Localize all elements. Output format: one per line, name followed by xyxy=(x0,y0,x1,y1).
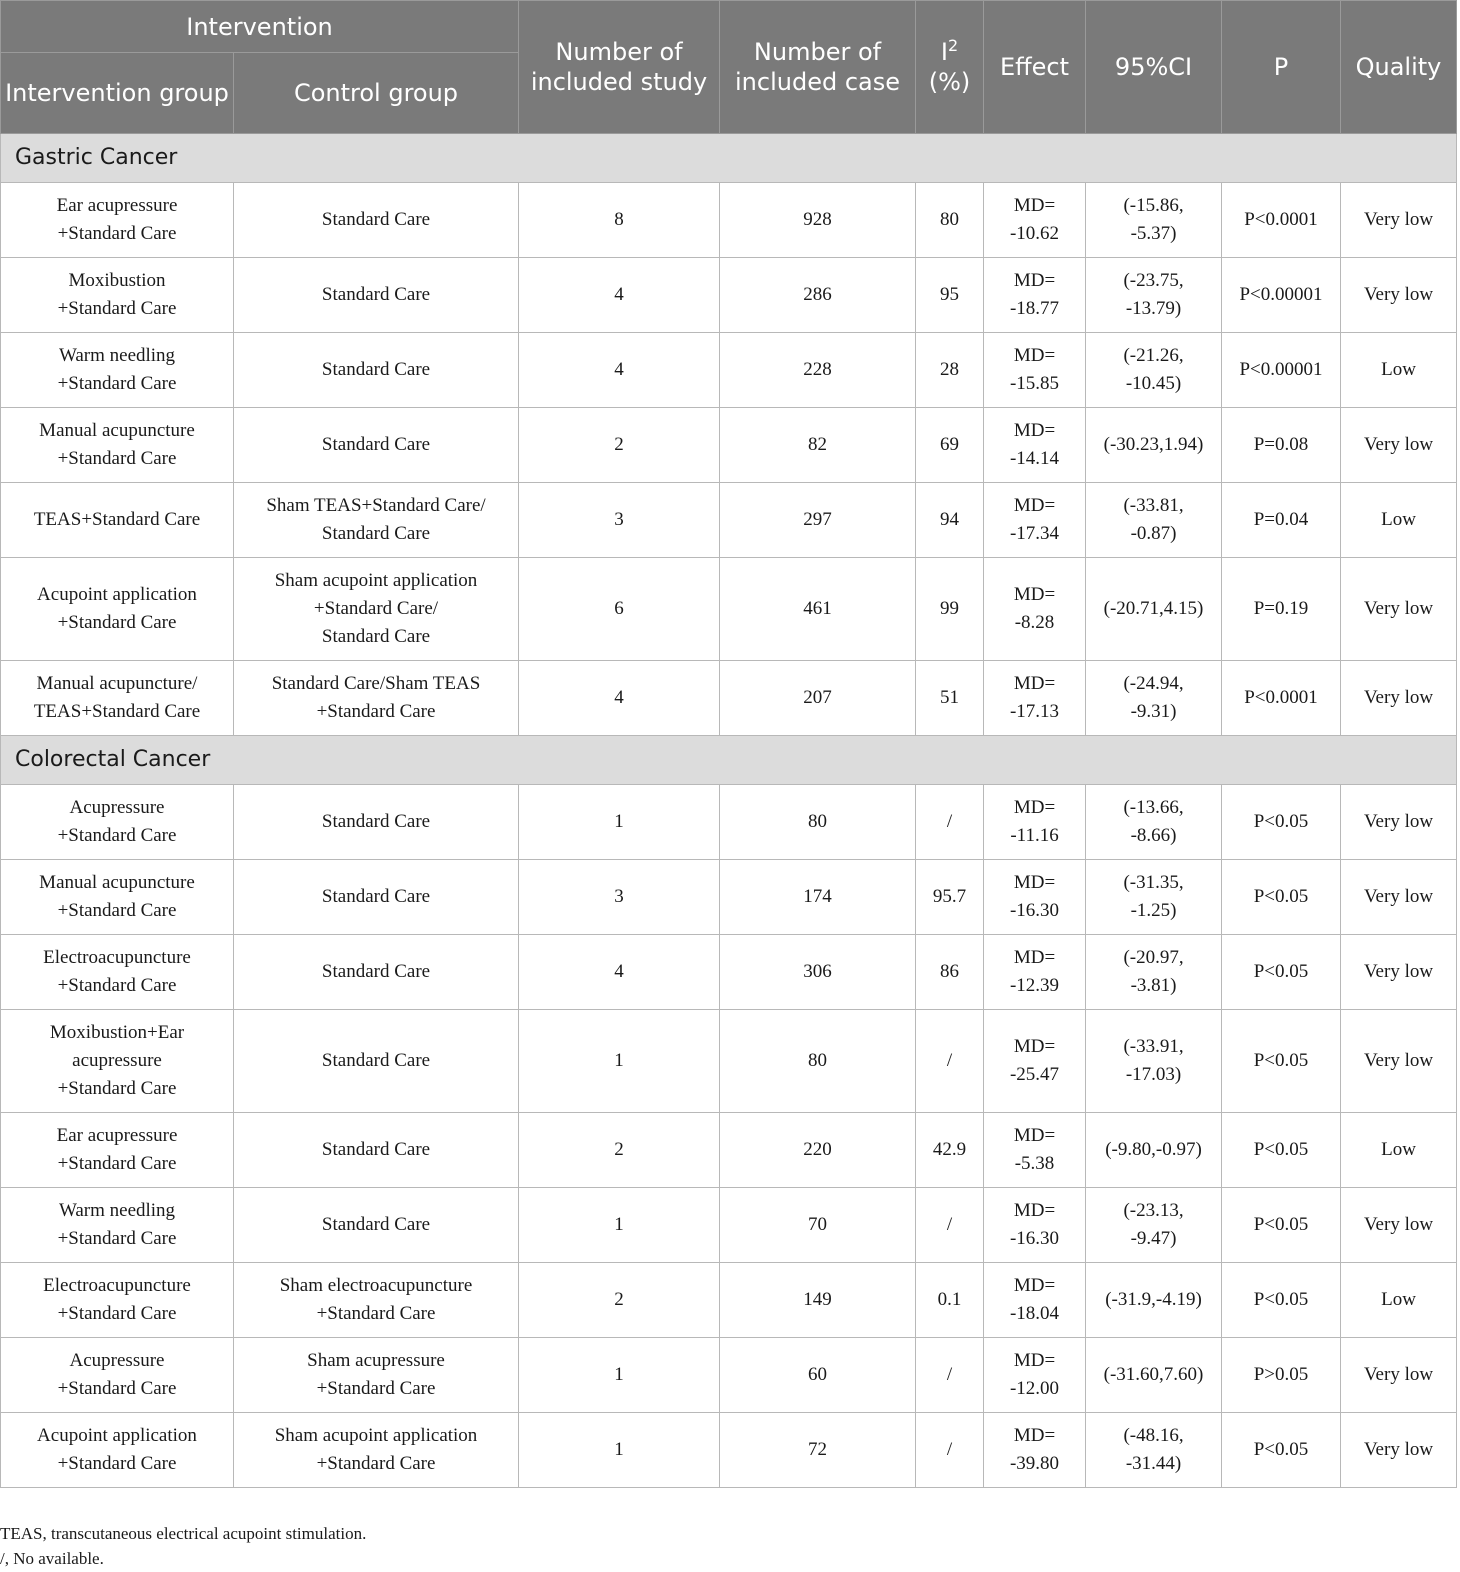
effect-cell-line: MD= xyxy=(1013,797,1056,818)
cases-cell: 286 xyxy=(720,258,916,333)
ci-cell-line: (-33.91, xyxy=(1123,1036,1184,1057)
control-group-cell-line: +Standard Care/ xyxy=(313,598,439,619)
table-row xyxy=(1,1113,1457,1188)
ci-cell xyxy=(1086,935,1222,1010)
effect-cell-line: -5.38 xyxy=(1014,1153,1055,1174)
ci-cell-line: (-21.26, xyxy=(1123,345,1184,366)
ci-cell-line: (-15.86, xyxy=(1123,195,1184,216)
control-group-cell-line: +Standard Care xyxy=(316,1378,436,1399)
control-group-cell xyxy=(234,1010,519,1113)
intervention-group-cell-line: Manual acupuncture xyxy=(39,420,195,441)
header-i2-base: I xyxy=(940,38,948,66)
control-group-cell xyxy=(234,483,519,558)
effect-cell-line: -39.80 xyxy=(1009,1453,1060,1474)
intervention-group-cell-line: TEAS+Standard Care xyxy=(33,701,201,722)
header-i2-sup: 2 xyxy=(947,36,959,55)
intervention-group-cell-line: +Standard Care xyxy=(57,975,177,996)
ci-cell-line: (-9.80,-0.97) xyxy=(1105,1139,1202,1160)
ci-cell-line: -31.44) xyxy=(1125,1453,1182,1474)
intervention-group-cell-line: +Standard Care xyxy=(57,298,177,319)
quality-cell: Very low xyxy=(1341,860,1457,935)
quality-cell: Low xyxy=(1341,1113,1457,1188)
intervention-group-cell-line: Electroacupuncture xyxy=(43,1275,191,1296)
intervention-group-cell-line: Acupressure xyxy=(69,797,165,818)
control-group-cell xyxy=(234,408,519,483)
effect-cell-line: MD= xyxy=(1013,345,1056,366)
header-effect: Effect xyxy=(984,1,1086,134)
effect-cell-line: -14.14 xyxy=(1009,448,1060,469)
i2-cell: 80 xyxy=(916,183,984,258)
header-i2-unit: (%) xyxy=(928,68,971,96)
ci-cell-line: -3.81) xyxy=(1130,975,1177,996)
cases-cell: 149 xyxy=(720,1263,916,1338)
ci-cell xyxy=(1086,860,1222,935)
header-cases: Number of included case xyxy=(720,1,916,134)
intervention-group-cell-line: Acupoint application xyxy=(37,1425,197,1446)
p-cell: P<0.05 xyxy=(1222,785,1341,860)
control-group-cell-line: Sham electroacupuncture xyxy=(279,1275,473,1296)
control-group-cell-line: Standard Care xyxy=(321,626,431,647)
table-row xyxy=(1,408,1457,483)
cases-cell: 60 xyxy=(720,1338,916,1413)
effect-cell xyxy=(984,785,1086,860)
footnote: /, No available. xyxy=(0,1549,104,1568)
p-cell: P=0.04 xyxy=(1222,483,1341,558)
intervention-group-cell-line: TEAS+Standard Care xyxy=(33,509,201,530)
p-cell: P<0.05 xyxy=(1222,935,1341,1010)
intervention-group-cell-line: Moxibustion+Ear xyxy=(49,1022,185,1043)
section-row xyxy=(1,736,1457,785)
ci-cell xyxy=(1086,1413,1222,1488)
intervention-group-cell xyxy=(1,483,234,558)
ci-cell xyxy=(1086,1263,1222,1338)
effect-cell xyxy=(984,1263,1086,1338)
cases-cell: 72 xyxy=(720,1413,916,1488)
i2-cell: / xyxy=(916,1338,984,1413)
intervention-group-cell xyxy=(1,860,234,935)
effect-cell xyxy=(984,1188,1086,1263)
control-group-cell-line: Standard Care xyxy=(321,523,431,544)
i2-cell: 0.1 xyxy=(916,1263,984,1338)
intervention-group-cell xyxy=(1,258,234,333)
cases-cell: 306 xyxy=(720,935,916,1010)
ci-cell-line: (-20.97, xyxy=(1123,947,1184,968)
control-group-cell-line: Standard Care/Sham TEAS xyxy=(271,673,481,694)
effect-cell xyxy=(984,333,1086,408)
control-group-cell xyxy=(234,258,519,333)
effect-cell-line: MD= xyxy=(1013,420,1056,441)
effect-cell-line: -12.00 xyxy=(1009,1378,1060,1399)
intervention-group-cell xyxy=(1,558,234,661)
quality-cell: Low xyxy=(1341,483,1457,558)
effect-cell-line: MD= xyxy=(1013,673,1056,694)
table-row xyxy=(1,258,1457,333)
intervention-group-cell xyxy=(1,1263,234,1338)
cases-cell: 207 xyxy=(720,661,916,736)
control-group-cell xyxy=(234,333,519,408)
ci-cell-line: (-13.66, xyxy=(1123,797,1184,818)
section-title: Colorectal Cancer xyxy=(1,736,1457,785)
effect-cell-line: -12.39 xyxy=(1009,975,1060,996)
effect-cell xyxy=(984,1010,1086,1113)
i2-cell: 99 xyxy=(916,558,984,661)
intervention-group-cell-line: Ear acupressure xyxy=(56,1125,178,1146)
i2-cell: / xyxy=(916,1188,984,1263)
studies-cell: 1 xyxy=(519,1338,720,1413)
quality-cell: Very low xyxy=(1341,785,1457,860)
ci-cell-line: (-20.71,4.15) xyxy=(1103,598,1204,619)
ci-cell-line: -0.87) xyxy=(1130,523,1177,544)
header-quality: Quality xyxy=(1341,1,1457,134)
effect-cell xyxy=(984,483,1086,558)
effect-cell xyxy=(984,1338,1086,1413)
ci-cell-line: (-24.94, xyxy=(1123,673,1184,694)
ci-cell xyxy=(1086,483,1222,558)
table-row xyxy=(1,483,1457,558)
p-cell: P<0.00001 xyxy=(1222,333,1341,408)
i2-cell: 51 xyxy=(916,661,984,736)
table-row xyxy=(1,860,1457,935)
studies-cell: 3 xyxy=(519,860,720,935)
i2-cell: 69 xyxy=(916,408,984,483)
intervention-group-cell xyxy=(1,1413,234,1488)
effect-cell xyxy=(984,258,1086,333)
intervention-group-cell xyxy=(1,408,234,483)
effect-cell-line: -25.47 xyxy=(1009,1064,1060,1085)
intervention-group-cell-line: Manual acupuncture xyxy=(39,872,195,893)
control-group-cell-line: Sham acupoint application xyxy=(274,570,478,591)
intervention-group-cell-line: +Standard Care xyxy=(57,1228,177,1249)
intervention-group-cell-line: +Standard Care xyxy=(57,448,177,469)
quality-cell: Very low xyxy=(1341,258,1457,333)
effect-cell xyxy=(984,860,1086,935)
intervention-group-cell xyxy=(1,1010,234,1113)
control-group-cell xyxy=(234,1113,519,1188)
effect-cell-line: MD= xyxy=(1013,1425,1056,1446)
effect-cell-line: MD= xyxy=(1013,1275,1056,1296)
table-row xyxy=(1,183,1457,258)
section-title: Gastric Cancer xyxy=(1,134,1457,183)
effect-cell xyxy=(984,183,1086,258)
header-control-group: Control group xyxy=(234,53,519,134)
intervention-group-cell xyxy=(1,935,234,1010)
quality-cell: Very low xyxy=(1341,1338,1457,1413)
effect-cell-line: -8.28 xyxy=(1014,612,1055,633)
p-cell: P=0.08 xyxy=(1222,408,1341,483)
intervention-group-cell xyxy=(1,1338,234,1413)
table-row xyxy=(1,1338,1457,1413)
intervention-group-cell xyxy=(1,183,234,258)
effect-cell-line: MD= xyxy=(1013,1350,1056,1371)
intervention-group-cell-line: +Standard Care xyxy=(57,373,177,394)
control-group-cell-line: +Standard Care xyxy=(316,701,436,722)
ci-cell-line: (-23.13, xyxy=(1123,1200,1184,1221)
control-group-cell-line: Standard Care xyxy=(321,1139,431,1160)
quality-cell: Very low xyxy=(1341,935,1457,1010)
ci-cell xyxy=(1086,661,1222,736)
cases-cell: 174 xyxy=(720,860,916,935)
ci-cell-line: -5.37) xyxy=(1130,223,1177,244)
ci-cell-line: (-48.16, xyxy=(1123,1425,1184,1446)
effect-cell-line: -17.34 xyxy=(1009,523,1060,544)
effect-cell xyxy=(984,935,1086,1010)
control-group-cell xyxy=(234,785,519,860)
i2-cell: 94 xyxy=(916,483,984,558)
control-group-cell xyxy=(234,1188,519,1263)
control-group-cell-line: Standard Care xyxy=(321,886,431,907)
ci-cell-line: (-33.81, xyxy=(1123,495,1184,516)
effect-cell xyxy=(984,558,1086,661)
p-cell: P=0.19 xyxy=(1222,558,1341,661)
control-group-cell xyxy=(234,860,519,935)
ci-cell-line: (-30.23,1.94) xyxy=(1103,434,1204,455)
effect-cell-line: MD= xyxy=(1013,1125,1056,1146)
control-group-cell-line: Standard Care xyxy=(321,359,431,380)
intervention-group-cell-line: +Standard Care xyxy=(57,1453,177,1474)
ci-cell-line: -9.31) xyxy=(1130,701,1177,722)
intervention-group-cell xyxy=(1,333,234,408)
intervention-group-cell-line: +Standard Care xyxy=(57,825,177,846)
intervention-group-cell-line: Acupressure xyxy=(69,1350,165,1371)
effect-cell-line: MD= xyxy=(1013,495,1056,516)
table-row xyxy=(1,1188,1457,1263)
ci-cell-line: -13.79) xyxy=(1125,298,1182,319)
ci-cell xyxy=(1086,558,1222,661)
quality-cell: Very low xyxy=(1341,558,1457,661)
control-group-cell-line: +Standard Care xyxy=(316,1453,436,1474)
table-body xyxy=(1,134,1457,1488)
table-row xyxy=(1,785,1457,860)
table-row xyxy=(1,558,1457,661)
p-cell: P<0.05 xyxy=(1222,1413,1341,1488)
studies-cell: 4 xyxy=(519,258,720,333)
intervention-group-cell xyxy=(1,1113,234,1188)
quality-cell: Low xyxy=(1341,1263,1457,1338)
intervention-group-cell-line: +Standard Care xyxy=(57,900,177,921)
effect-cell-line: MD= xyxy=(1013,947,1056,968)
ci-cell xyxy=(1086,1338,1222,1413)
footnotes xyxy=(0,1521,366,1571)
intervention-group-cell-line: +Standard Care xyxy=(57,1078,177,1099)
control-group-cell xyxy=(234,183,519,258)
control-group-cell-line: Sham acupressure xyxy=(307,1350,445,1371)
header-intervention: Intervention xyxy=(1,1,519,53)
cases-cell: 928 xyxy=(720,183,916,258)
quality-cell: Very low xyxy=(1341,661,1457,736)
p-cell: P<0.0001 xyxy=(1222,183,1341,258)
intervention-group-cell-line: +Standard Care xyxy=(57,1153,177,1174)
p-cell: P<0.0001 xyxy=(1222,661,1341,736)
ci-cell xyxy=(1086,333,1222,408)
control-group-cell xyxy=(234,935,519,1010)
control-group-cell-line: Sham acupoint application xyxy=(274,1425,478,1446)
cases-cell: 228 xyxy=(720,333,916,408)
effect-cell xyxy=(984,408,1086,483)
i2-cell: 28 xyxy=(916,333,984,408)
control-group-cell xyxy=(234,558,519,661)
p-cell: P<0.05 xyxy=(1222,1263,1341,1338)
effect-cell xyxy=(984,1113,1086,1188)
effect-cell-line: -10.62 xyxy=(1009,223,1060,244)
ci-cell-line: -10.45) xyxy=(1125,373,1182,394)
ci-cell xyxy=(1086,1010,1222,1113)
studies-cell: 4 xyxy=(519,333,720,408)
control-group-cell-line: Standard Care xyxy=(321,811,431,832)
table-row xyxy=(1,935,1457,1010)
ci-cell xyxy=(1086,183,1222,258)
cases-cell: 461 xyxy=(720,558,916,661)
i2-cell: 42.9 xyxy=(916,1113,984,1188)
studies-cell: 8 xyxy=(519,183,720,258)
ci-cell-line: (-23.75, xyxy=(1123,270,1184,291)
intervention-group-cell xyxy=(1,661,234,736)
i2-cell: / xyxy=(916,1413,984,1488)
studies-cell: 1 xyxy=(519,1413,720,1488)
table-row xyxy=(1,1413,1457,1488)
i2-cell: 95 xyxy=(916,258,984,333)
control-group-cell-line: Standard Care xyxy=(321,961,431,982)
effect-cell-line: MD= xyxy=(1013,872,1056,893)
ci-cell xyxy=(1086,1188,1222,1263)
control-group-cell-line: Standard Care xyxy=(321,1214,431,1235)
ci-cell-line: -17.03) xyxy=(1125,1064,1182,1085)
studies-cell: 4 xyxy=(519,935,720,1010)
i2-cell: / xyxy=(916,1010,984,1113)
p-cell: P>0.05 xyxy=(1222,1338,1341,1413)
intervention-group-cell-line: +Standard Care xyxy=(57,1303,177,1324)
ci-cell-line: (-31.35, xyxy=(1123,872,1184,893)
studies-cell: 2 xyxy=(519,1113,720,1188)
effect-cell-line: -16.30 xyxy=(1009,1228,1060,1249)
studies-cell: 4 xyxy=(519,661,720,736)
header-p: P xyxy=(1222,1,1341,134)
intervention-group-cell-line: +Standard Care xyxy=(57,612,177,633)
studies-cell: 3 xyxy=(519,483,720,558)
intervention-group-cell-line: Ear acupressure xyxy=(56,195,178,216)
cases-cell: 220 xyxy=(720,1113,916,1188)
ci-cell xyxy=(1086,408,1222,483)
header-intervention-group: Intervention group xyxy=(1,53,234,134)
control-group-cell xyxy=(234,661,519,736)
studies-cell: 6 xyxy=(519,558,720,661)
p-cell: P<0.05 xyxy=(1222,860,1341,935)
i2-cell: / xyxy=(916,785,984,860)
ci-cell-line: (-31.9,-4.19) xyxy=(1105,1289,1202,1310)
control-group-cell-line: Standard Care xyxy=(321,284,431,305)
section-row xyxy=(1,134,1457,183)
table-row xyxy=(1,661,1457,736)
header-ci: 95%CI xyxy=(1086,1,1222,134)
cases-cell: 80 xyxy=(720,1010,916,1113)
intervention-group-cell-line: Electroacupuncture xyxy=(43,947,191,968)
control-group-cell-line: Standard Care xyxy=(321,1050,431,1071)
effect-cell-line: MD= xyxy=(1013,584,1056,605)
effect-cell-line: -11.16 xyxy=(1010,825,1059,846)
cases-cell: 80 xyxy=(720,785,916,860)
intervention-group-cell-line: Warm needling xyxy=(58,1200,176,1221)
intervention-group-cell-line: acupressure xyxy=(72,1050,162,1071)
footnote: TEAS, transcutaneous electrical acupoint stimulation. xyxy=(0,1524,367,1543)
studies-cell: 2 xyxy=(519,408,720,483)
effect-cell-line: MD= xyxy=(1013,270,1056,291)
studies-cell: 1 xyxy=(519,1010,720,1113)
ci-cell-line: (-31.60,7.60) xyxy=(1103,1364,1204,1385)
quality-cell: Very low xyxy=(1341,408,1457,483)
i2-cell: 95.7 xyxy=(916,860,984,935)
quality-cell: Very low xyxy=(1341,1010,1457,1113)
control-group-cell-line: Standard Care xyxy=(321,434,431,455)
cases-cell: 70 xyxy=(720,1188,916,1263)
table-row xyxy=(1,333,1457,408)
intervention-group-cell-line: Warm needling xyxy=(58,345,176,366)
table-header xyxy=(1,1,1457,134)
quality-cell: Very low xyxy=(1341,1413,1457,1488)
intervention-group-cell-line: +Standard Care xyxy=(57,1378,177,1399)
quality-cell: Low xyxy=(1341,333,1457,408)
effect-cell-line: -17.13 xyxy=(1009,701,1060,722)
table-row xyxy=(1,1010,1457,1113)
i2-cell: 86 xyxy=(916,935,984,1010)
intervention-group-cell-line: Moxibustion xyxy=(68,270,166,291)
studies-cell: 1 xyxy=(519,785,720,860)
control-group-cell-line: Sham TEAS+Standard Care/ xyxy=(266,495,486,516)
p-cell: P<0.05 xyxy=(1222,1010,1341,1113)
cases-cell: 297 xyxy=(720,483,916,558)
effect-cell-line: MD= xyxy=(1013,1200,1056,1221)
effect-cell-line: MD= xyxy=(1013,1036,1056,1057)
ci-cell xyxy=(1086,1113,1222,1188)
p-cell: P<0.00001 xyxy=(1222,258,1341,333)
ci-cell-line: -9.47) xyxy=(1130,1228,1177,1249)
intervention-group-cell xyxy=(1,785,234,860)
control-group-cell xyxy=(234,1263,519,1338)
intervention-group-cell-line: Acupoint application xyxy=(37,584,197,605)
ci-cell xyxy=(1086,258,1222,333)
table-row xyxy=(1,1263,1457,1338)
studies-cell: 1 xyxy=(519,1188,720,1263)
ci-cell-line: -8.66) xyxy=(1130,825,1177,846)
effect-cell-line: -16.30 xyxy=(1009,900,1060,921)
effect-cell-line: MD= xyxy=(1013,195,1056,216)
effect-cell xyxy=(984,661,1086,736)
quality-cell: Very low xyxy=(1341,183,1457,258)
header-studies: Number of included study xyxy=(519,1,720,134)
quality-cell: Very low xyxy=(1341,1188,1457,1263)
control-group-cell-line: Standard Care xyxy=(321,209,431,230)
cases-cell: 82 xyxy=(720,408,916,483)
effect-cell-line: -15.85 xyxy=(1009,373,1060,394)
effect-cell xyxy=(984,1413,1086,1488)
intervention-group-cell-line: +Standard Care xyxy=(57,223,177,244)
p-cell: P<0.05 xyxy=(1222,1113,1341,1188)
control-group-cell xyxy=(234,1338,519,1413)
ci-cell-line: -1.25) xyxy=(1130,900,1177,921)
ci-cell xyxy=(1086,785,1222,860)
studies-cell: 2 xyxy=(519,1263,720,1338)
intervention-group-cell-line: Manual acupuncture/ xyxy=(36,673,198,694)
header-i2 xyxy=(916,1,984,134)
effect-cell-line: -18.77 xyxy=(1009,298,1060,319)
control-group-cell-line: +Standard Care xyxy=(316,1303,436,1324)
effect-cell-line: -18.04 xyxy=(1009,1303,1060,1324)
intervention-group-cell xyxy=(1,1188,234,1263)
p-cell: P<0.05 xyxy=(1222,1188,1341,1263)
control-group-cell xyxy=(234,1413,519,1488)
